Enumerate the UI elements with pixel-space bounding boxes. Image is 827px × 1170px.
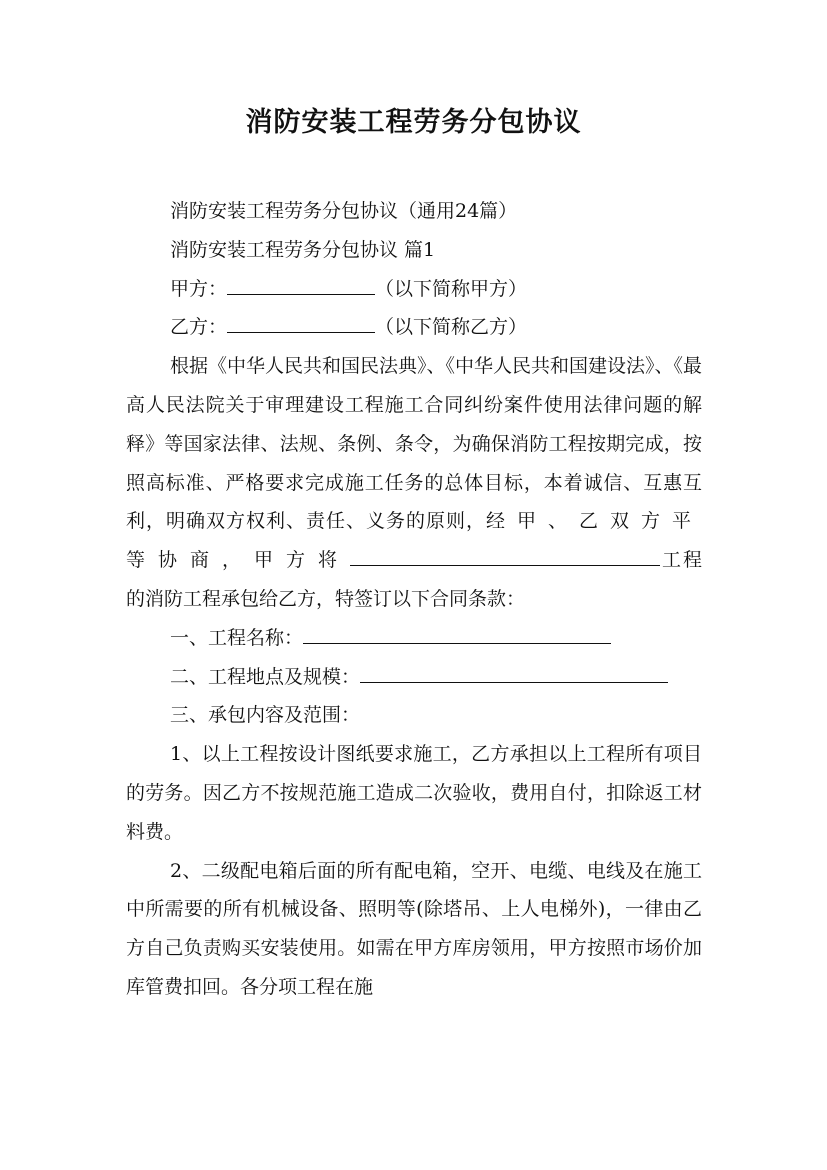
intro-paragraph [126,347,702,619]
item-1-line [126,619,702,658]
document-body [126,192,702,1007]
clause-2: 2、二级配电箱后面的所有配电箱，空开、电缆、电线及在施工中所需要的所有机械设备、照明等(除塔吊、上人电梯外)，一律由乙方自己负责购买安装使用。如需在甲方库房领用，甲方按照市场价加库管费扣回。各分项工程在施 [126,859,702,998]
intro-part3: 工程的消防工程承包给乙方，特签订以下合同条款： [126,549,702,610]
clause-1: 1、以上工程按设计图纸要求施工，乙方承担以上工程所有项目的劳务。因乙方不按规范施工造成二次验收，费用自付，扣除返工材料费。 [126,743,702,843]
item-3-line: 三、承包内容及范围： [170,704,361,727]
item-1-blank [303,625,611,644]
item-2-label: 二、工程地点及规模： [170,665,361,688]
section-heading: 消防安装工程劳务分包协议 篇1 [170,238,436,261]
subtitle: 消防安装工程劳务分包协议（通用24篇） [170,200,518,222]
intro-part2: 经甲、乙双方平等协商，甲方将 [126,510,702,572]
item-2-blank [360,664,668,683]
document-title: 消防安装工程劳务分包协议 [245,107,582,138]
party-b-suffix: （以下简称乙方） [375,316,528,339]
party-a-label: 甲方： [170,277,228,300]
party-b-line [126,308,702,347]
party-b-label: 乙方： [170,316,228,339]
intro-part1: 根据《中华人民共和国民法典》、《中华人民共和国建设法》、《最高人民法院关于审理建设工程施工合同纠纷案件使用法律问题的解释》等国家法律、法规、条例、条令，为确保消防工程按期完成，按照高标准、严格要求完成施工任务的总体目标，本着诚信、互惠互利，明确双方权利、责任、义务的原则， [126,355,703,533]
party-a-blank [227,276,375,295]
item-1-label: 一、工程名称： [170,626,304,649]
item-2-line [126,658,702,697]
party-a-suffix: （以下简称甲方） [375,277,528,300]
party-a-line [126,270,702,309]
party-b-blank [227,314,375,333]
project-name-blank [350,547,660,566]
